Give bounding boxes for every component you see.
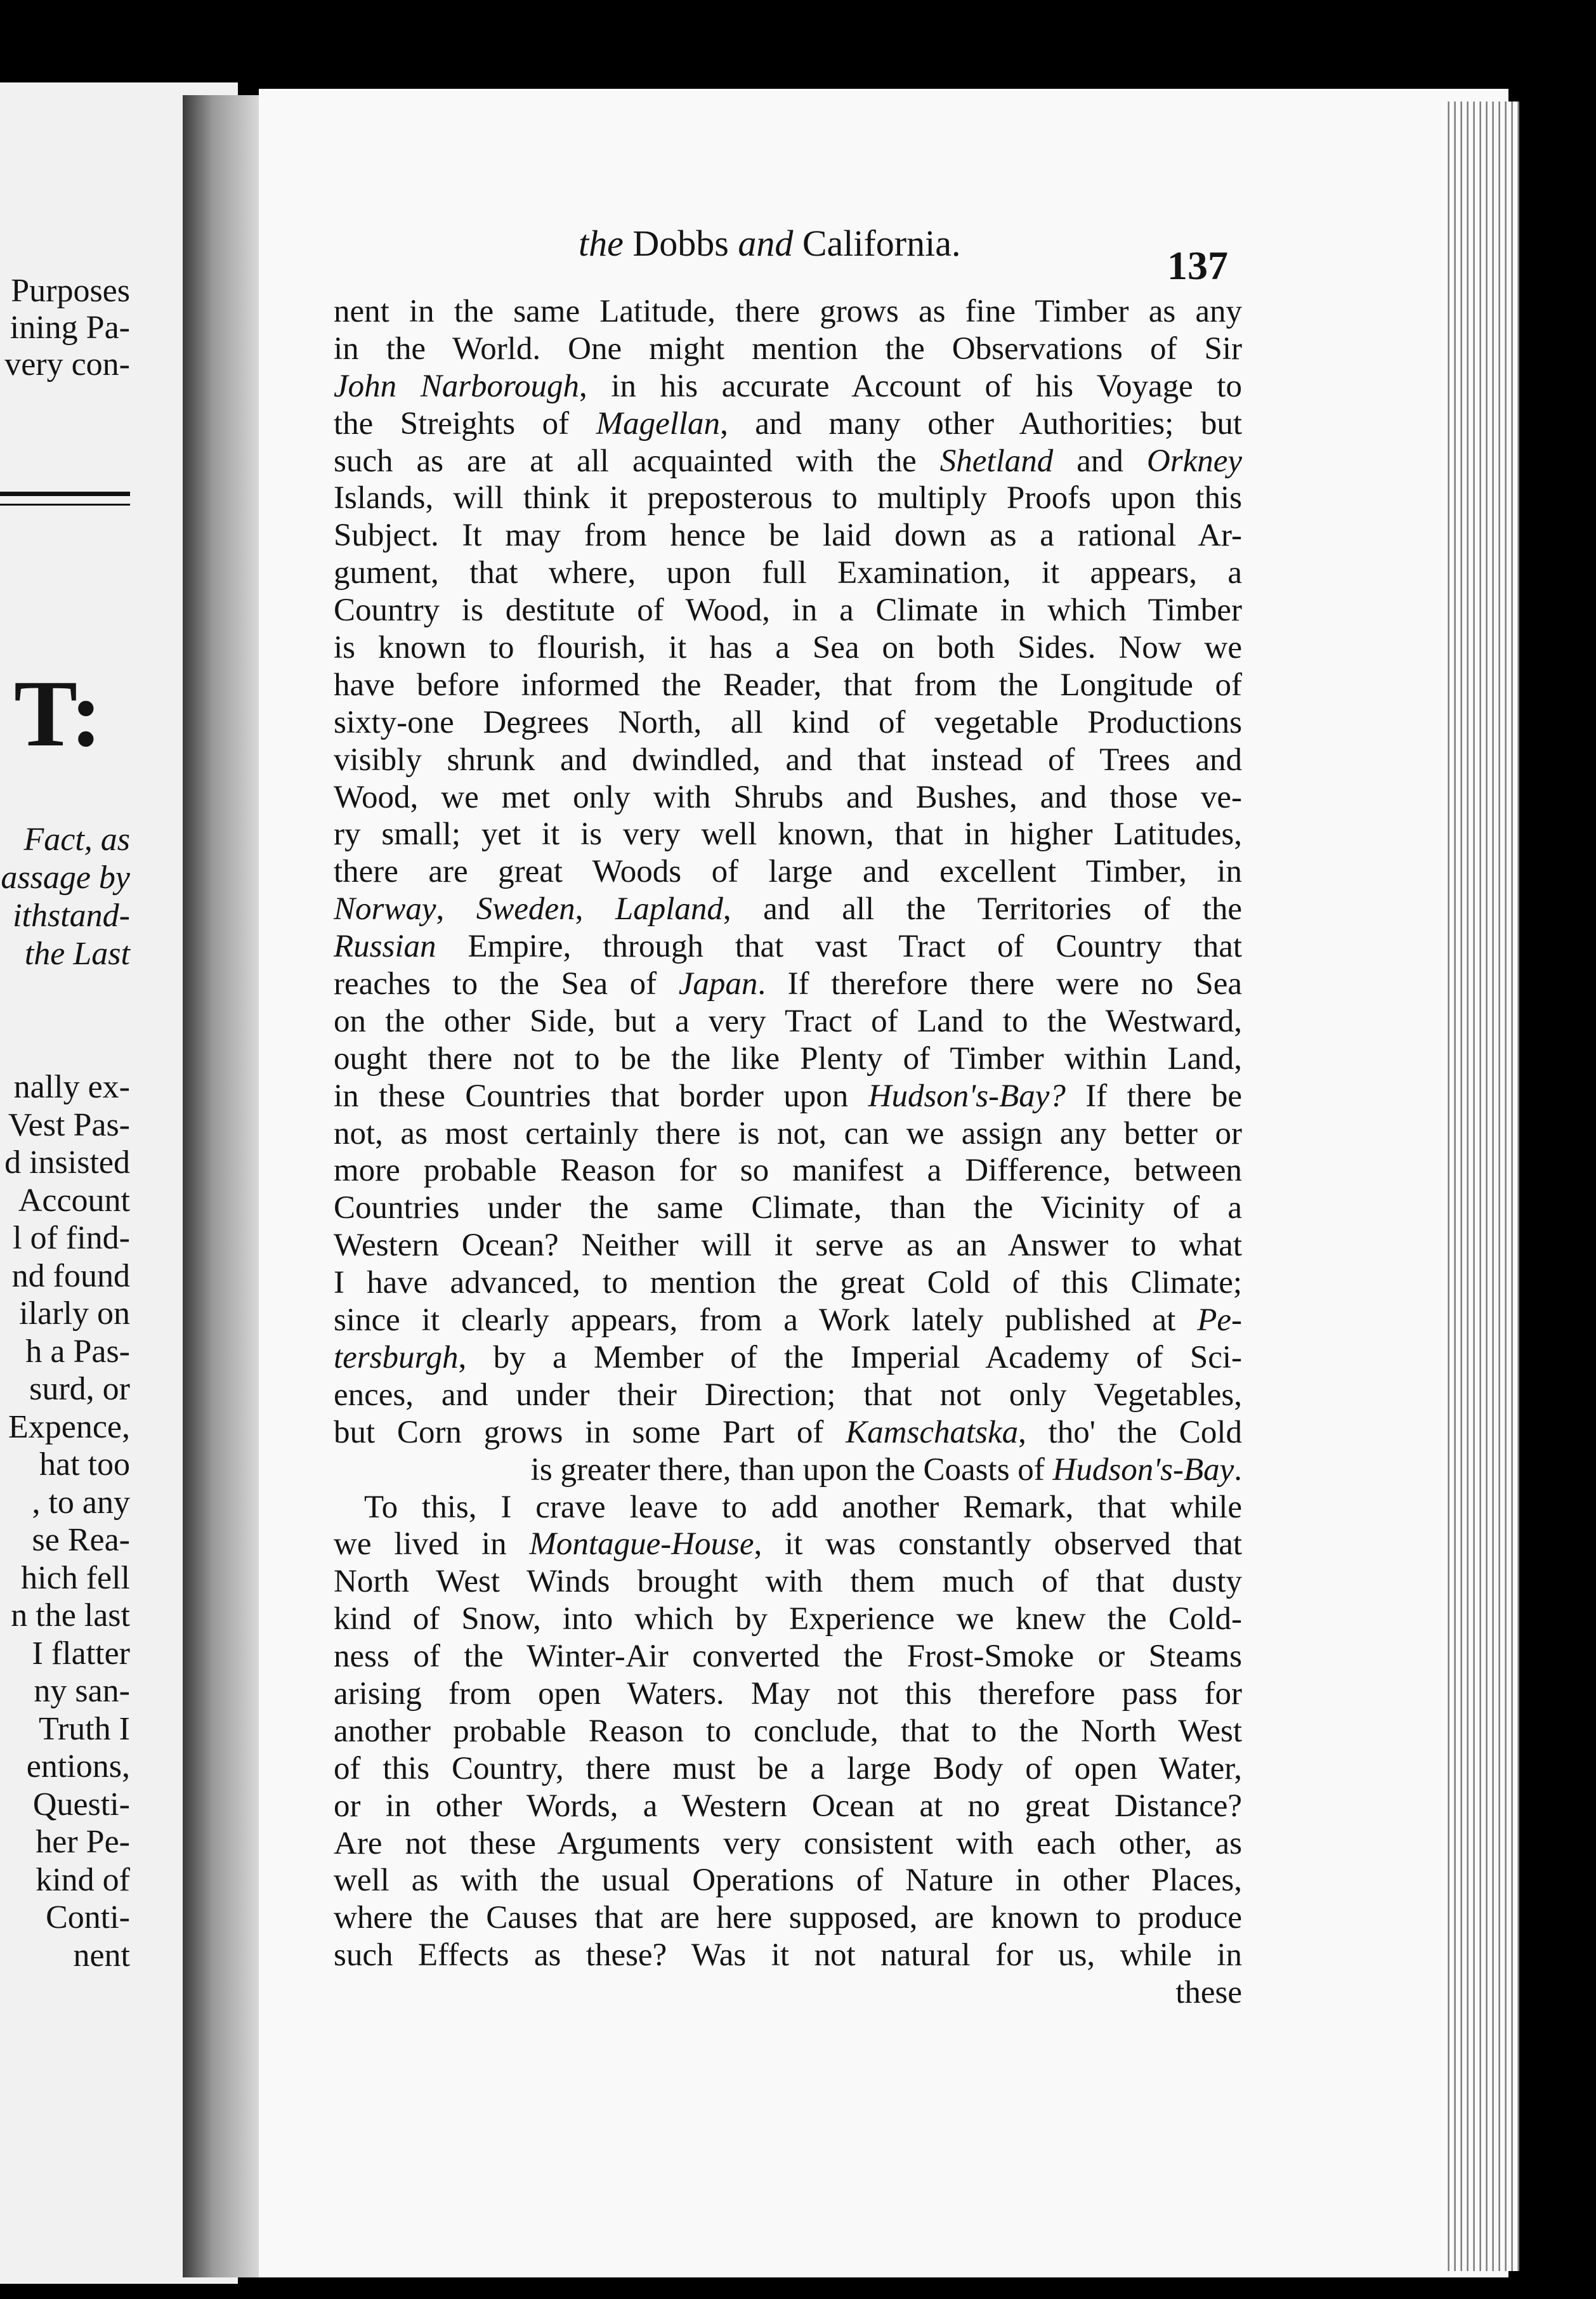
left-page-fragment-line: ilarly on (19, 1295, 130, 1332)
page-edges (1443, 102, 1519, 2271)
body-text-line: is known to flourish, it has a Sea on both Sides. Now we (334, 630, 1242, 666)
body-text-line: Western Ocean? Neither will it serve as an Answer to what (334, 1228, 1242, 1264)
body-text-line: since it clearly appears, from a Work lately published at Pe- (334, 1302, 1242, 1339)
body-text-line: arising from open Waters. May not this therefore pass for (334, 1675, 1242, 1712)
body-text-line: reaches to the Sea of Japan. If therefore there were no Sea (334, 966, 1242, 1002)
left-page-fragment-line: surd, or (29, 1371, 130, 1407)
left-page-fragment-line: hich fell (21, 1559, 130, 1596)
left-page-fragment-line: Questi- (32, 1786, 130, 1823)
body-text-line: Russian Empire, through that vast Tract of Country that (334, 929, 1242, 965)
body-text-line: ences, and under their Direction; that not only Vegetables, (334, 1377, 1242, 1413)
body-text-line: is greater there, than upon the Coasts of Hudson's-Bay. (530, 1451, 1242, 1488)
left-page-fragment-line: hat too (39, 1446, 130, 1483)
left-page-fragment-line: her Pe- (36, 1824, 130, 1860)
left-page-fragment-line: n the last (11, 1597, 130, 1634)
body-text-line: I have advanced, to mention the great Cold of this Climate; (334, 1265, 1242, 1301)
running-head-name-2: California. (802, 223, 961, 264)
body-text-line: more probable Reason for so manifest a Difference, between (334, 1153, 1242, 1189)
body-text-line: gument, that where, upon full Examination, it appears, a (334, 555, 1242, 591)
body-text-line: ry small; yet it is very well known, that in higher Latitudes, (334, 816, 1242, 853)
left-page-fragment-line: , to any (32, 1484, 130, 1521)
left-page-fragment-line: nd found (11, 1257, 130, 1294)
body-text-line: but Corn grows in some Part of Kamschatska, tho' the Cold (334, 1414, 1242, 1450)
body-text-line: there are great Woods of large and excellent Timber, in (334, 854, 1242, 890)
left-page-fragment-line: Fact, as (23, 822, 130, 858)
body-text-line: such Effects as these? Was it not natural for us, while in (334, 1937, 1242, 1974)
left-page-fragment-line: Account (18, 1182, 130, 1219)
body-text-line: we lived in Montague-House, it was constantly observed that (334, 1526, 1242, 1562)
body-text-line: Wood, we met only with Shrubs and Bushes, and those ve- (334, 779, 1242, 815)
body-text-line: North West Winds brought with them much of that dusty (334, 1564, 1242, 1600)
left-page-fragment-line: ining Pa- (10, 310, 130, 346)
body-text-line: kind of Snow, into which by Experience we knew the Cold- (334, 1601, 1242, 1637)
body-text-line: have before informed the Reader, that from the Longitude of (334, 667, 1242, 703)
left-page-fragment-line: assage by (1, 860, 130, 896)
double-rule-thin (0, 504, 130, 506)
body-text-line: ought there not to be the like Plenty of Timber within Land, (334, 1040, 1242, 1077)
running-head (579, 222, 960, 265)
body-text-line: the Streights of Magellan, and many other Authorities; but (334, 405, 1242, 442)
left-page-fragment-line: Purposes (11, 273, 130, 309)
body-text-line: of this Country, there must be a large Body of open Water, (334, 1750, 1242, 1786)
body-text-line: visibly shrunk and dwindled, and that instead of Trees and (334, 742, 1242, 778)
left-page-fragment-line: l of find- (13, 1220, 130, 1256)
left-page-fragment-line: nent (73, 1937, 130, 1974)
running-head-name-1: Dobbs (632, 223, 729, 264)
body-text-line: ness of the Winter-Air converted the Frost-Smoke or Steams (334, 1639, 1242, 1675)
left-page-fragment-line: Truth I (38, 1710, 130, 1747)
body-text (334, 293, 1242, 2012)
book-gutter (183, 95, 259, 2277)
left-page-fragment-line: the Last (24, 936, 130, 972)
page-number: 137 (1167, 243, 1228, 288)
body-text-line: nent in the same Latitude, there grows as fine Timber as any (334, 294, 1242, 329)
left-page-fragment-line: nally ex- (13, 1069, 130, 1105)
left-page-fragment-line: entions, (26, 1748, 130, 1785)
left-page-fragment-line: Vest Pas- (8, 1106, 130, 1143)
body-text-line: Islands, will think it preposterous to multiply Proofs upon this (334, 480, 1242, 516)
body-text-line: Country is destitute of Wood, in a Climate in which Timber (334, 593, 1242, 629)
body-text-line: or in other Words, a Western Ocean at no great Distance? (334, 1788, 1242, 1824)
left-page-fragment-line: ny san- (34, 1673, 130, 1709)
double-rule-thick (0, 492, 130, 496)
left-page-fragment-line: Conti- (46, 1899, 130, 1935)
left-page-fragment-line: very con- (4, 346, 130, 383)
body-text-line: well as with the usual Operations of Nature in other Places, (334, 1863, 1242, 1899)
body-text-line: another probable Reason to conclude, that to the North West (334, 1713, 1242, 1749)
body-text-line: in these Countries that border upon Hudson's-Bay? If there be (334, 1078, 1243, 1114)
left-page-fragment-line: Expence, (8, 1408, 130, 1445)
body-text-line: John Narborough, in his accurate Account of his Voyage to (334, 368, 1242, 404)
body-text-line: such as are at all acquainted with the Shetland and Orkney (334, 443, 1242, 479)
body-text-line: in the World. One might mention the Observations of Sir (334, 331, 1242, 367)
body-text-line: Countries under the same Climate, than the Vicinity of a (334, 1190, 1242, 1226)
body-text-line: To this, I crave leave to add another Remark, that while (364, 1489, 1242, 1525)
running-head-italic-mid: and (738, 223, 794, 264)
left-page-fragment-line: I flatter (32, 1635, 130, 1672)
body-text-line: sixty-one Degrees North, all kind of vegetable Productions (334, 704, 1242, 740)
body-text-line: Are not these Arguments very consistent with each other, as (334, 1825, 1242, 1861)
body-text-line: Norway, Sweden, Lapland, and all the Territories of the (334, 891, 1243, 927)
left-page-fragment-line: d insisted (4, 1144, 130, 1181)
left-page-fragment-line: ithstand- (13, 898, 130, 934)
body-text-line: Subject. It may from hence be laid down as a rational Ar- (334, 518, 1242, 554)
left-page-fragment-line: kind of (36, 1861, 130, 1898)
body-text-line: tersburgh, by a Member of the Imperial Academy of Sci- (334, 1339, 1242, 1375)
catchword: these (1175, 1975, 1242, 2011)
body-text-line: on the other Side, but a very Tract of Land to the Westward, (334, 1003, 1242, 1039)
running-head-italic-prefix: the (579, 223, 624, 264)
body-text-line: not, as most certainly there is not, can we assign any better or (334, 1115, 1242, 1151)
left-page-large-heading-letter: T: (14, 661, 102, 766)
left-page-fragment-line: h a Pas- (25, 1333, 130, 1370)
left-page-fragment-line: se Rea- (32, 1522, 130, 1558)
body-text-line: where the Causes that are here supposed, are known to produce (334, 1900, 1242, 1936)
